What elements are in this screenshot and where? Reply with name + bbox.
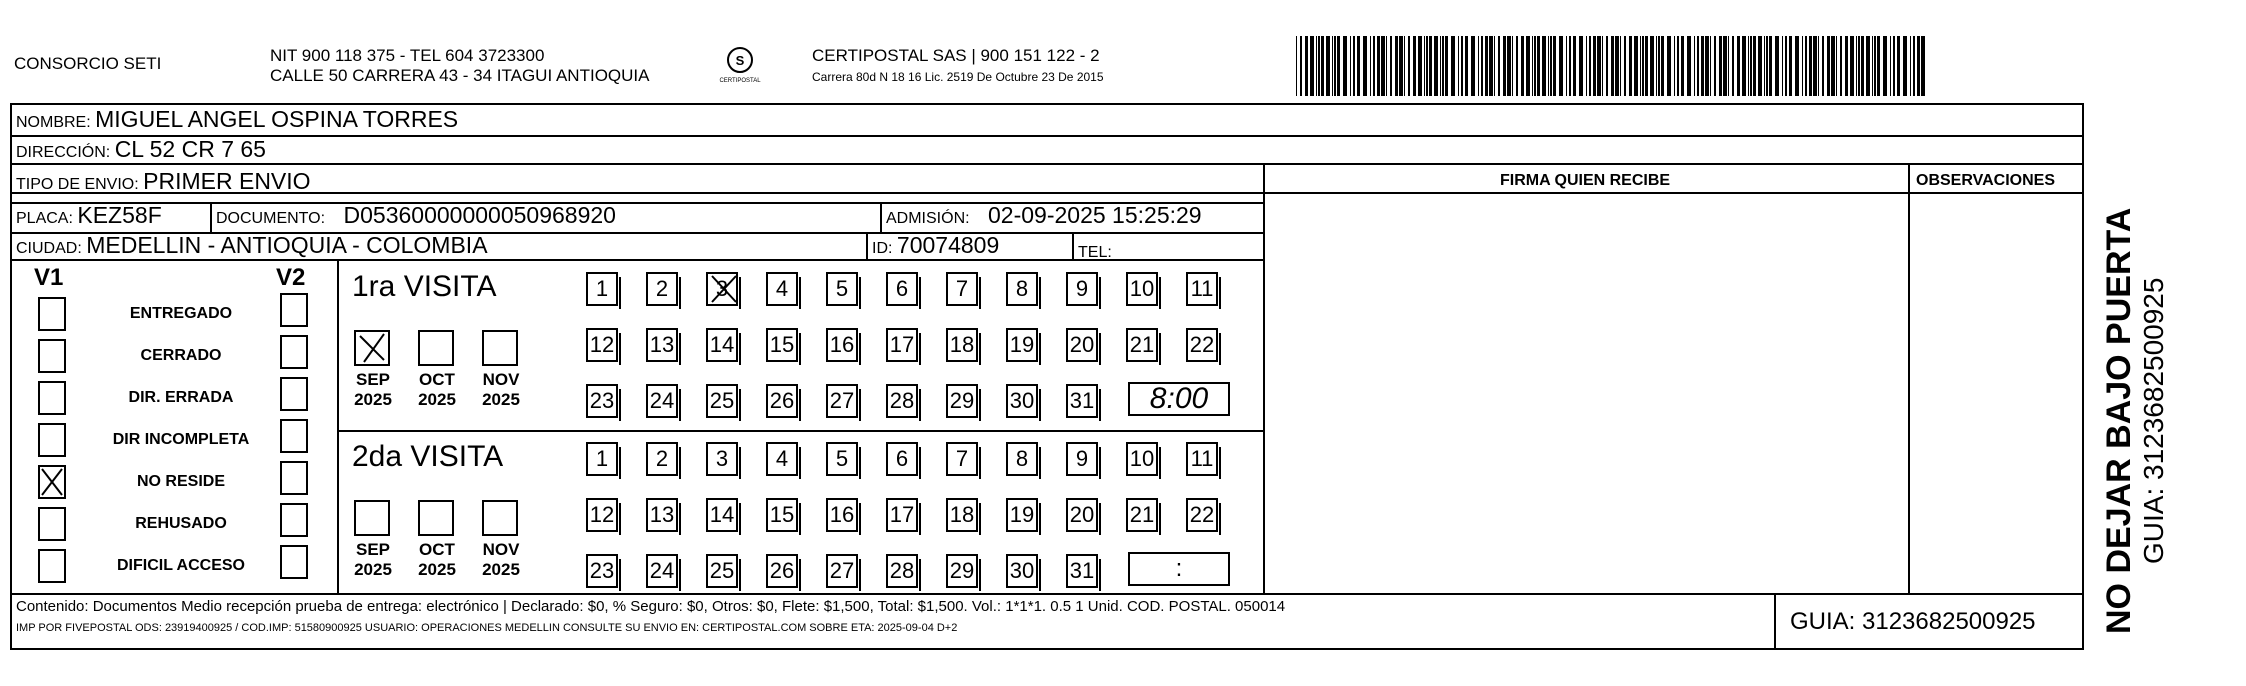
- day-box[interactable]: 8: [1006, 272, 1038, 306]
- day-box[interactable]: 4: [766, 442, 798, 476]
- month-checkbox[interactable]: [354, 330, 390, 366]
- v2-checkbox[interactable]: [280, 419, 308, 453]
- day-box[interactable]: 13: [646, 328, 678, 362]
- day-box[interactable]: 2: [646, 442, 678, 476]
- day-box[interactable]: 29: [946, 554, 978, 588]
- v1-checkbox[interactable]: [38, 507, 66, 541]
- day-box[interactable]: 10: [1126, 272, 1158, 306]
- day-box[interactable]: 19: [1006, 498, 1038, 532]
- day-box[interactable]: 1: [586, 272, 618, 306]
- certipostal-logo: [710, 42, 770, 92]
- day-box[interactable]: 26: [766, 384, 798, 418]
- day-box[interactable]: 3: [706, 272, 738, 306]
- month-checkbox[interactable]: [482, 330, 518, 366]
- day-box[interactable]: 4: [766, 272, 798, 306]
- day-box[interactable]: 26: [766, 554, 798, 588]
- day-box[interactable]: 20: [1066, 328, 1098, 362]
- day-box[interactable]: 31: [1066, 554, 1098, 588]
- status-label: DIR INCOMPLETA: [112, 431, 250, 448]
- day-box[interactable]: 21: [1126, 498, 1158, 532]
- side-warning: NO DEJAR BAJO PUERTA: [2100, 207, 2138, 634]
- day-box[interactable]: 28: [886, 554, 918, 588]
- day-box[interactable]: 1: [586, 442, 618, 476]
- nombre-label: NOMBRE:: [16, 114, 91, 131]
- day-box[interactable]: 16: [826, 328, 858, 362]
- documento-value: D05360000000050968920: [343, 202, 616, 228]
- month-year: 2025: [418, 390, 456, 409]
- day-box[interactable]: 30: [1006, 384, 1038, 418]
- day-box[interactable]: 13: [646, 498, 678, 532]
- placa-label: PLACA:: [16, 210, 73, 227]
- status-label: DIFICIL ACCESO: [116, 557, 245, 574]
- month-name: SEP: [355, 540, 391, 559]
- month-label: [407, 370, 467, 410]
- status-label: NO RESIDE: [136, 473, 225, 490]
- v1-checkbox[interactable]: [38, 465, 66, 499]
- address-line: CALLE 50 CARRERA 43 - 34 ITAGUI ANTIOQUIA: [270, 66, 650, 85]
- day-box[interactable]: 29: [946, 384, 978, 418]
- day-box[interactable]: 24: [646, 554, 678, 588]
- month-checkbox[interactable]: [418, 500, 454, 536]
- day-box[interactable]: 7: [946, 442, 978, 476]
- status-label: DIR. ERRADA: [128, 389, 234, 406]
- month-checkbox[interactable]: [418, 330, 454, 366]
- day-box[interactable]: 24: [646, 384, 678, 418]
- day-box[interactable]: 2: [646, 272, 678, 306]
- v1-checkbox[interactable]: [38, 423, 66, 457]
- day-box[interactable]: 17: [886, 498, 918, 532]
- status-label: REHUSADO: [135, 515, 227, 532]
- day-box[interactable]: 16: [826, 498, 858, 532]
- form-frame: [10, 103, 2084, 650]
- svg-text:S: S: [735, 53, 745, 68]
- day-box[interactable]: 7: [946, 272, 978, 306]
- day-box[interactable]: 27: [826, 384, 858, 418]
- month-year: 2025: [354, 560, 392, 579]
- logo-text: CERTIPOSTAL: [719, 78, 761, 84]
- ciudad-value: MEDELLIN - ANTIOQUIA - COLOMBIA: [86, 232, 488, 258]
- day-box[interactable]: 23: [586, 554, 618, 588]
- month-year: 2025: [482, 390, 520, 409]
- side-text: [2100, 74, 2170, 634]
- status-label: ENTREGADO: [129, 305, 233, 322]
- day-box[interactable]: 20: [1066, 498, 1098, 532]
- day-box[interactable]: 15: [766, 498, 798, 532]
- month-year: 2025: [418, 560, 456, 579]
- month-name: NOV: [482, 370, 520, 389]
- day-box[interactable]: 17: [886, 328, 918, 362]
- admision-value: 02-09-2025 15:25:29: [988, 202, 1202, 228]
- day-box[interactable]: 12: [586, 328, 618, 362]
- month-year: 2025: [354, 390, 392, 409]
- id-label: ID:: [872, 240, 893, 257]
- day-box[interactable]: 12: [586, 498, 618, 532]
- contenido-text: Contenido: Documentos Medio recepción prueba de entrega: electrónico | Declarado: $0, % Seguro: $0, Otros: $0, Flete: $1,500, Total: $1,500. Vol.: 1*1*1. 0.5 1 Unid. COD. POSTAL. 050014: [16, 598, 1286, 615]
- placa-value: KEZ58F: [77, 202, 162, 228]
- barcode: [1296, 36, 1930, 96]
- day-box[interactable]: 25: [706, 384, 738, 418]
- time-box[interactable]: 8:00: [1128, 382, 1230, 416]
- nombre-value: MIGUEL ANGEL OSPINA TORRES: [95, 106, 459, 132]
- month-label: [343, 540, 403, 580]
- v2-checkbox[interactable]: [280, 545, 308, 579]
- tipo-value: PRIMER ENVIO: [143, 168, 311, 194]
- day-box[interactable]: 19: [1006, 328, 1038, 362]
- ciudad-label: CIUDAD:: [16, 240, 82, 257]
- day-box[interactable]: 22: [1186, 328, 1218, 362]
- day-box[interactable]: 23: [586, 384, 618, 418]
- v2-label: V2: [276, 264, 306, 291]
- month-label: [471, 540, 531, 580]
- day-box[interactable]: 14: [706, 498, 738, 532]
- day-box[interactable]: 3: [706, 442, 738, 476]
- observaciones-header: OBSERVACIONES: [1916, 172, 2055, 189]
- month-label: [407, 540, 467, 580]
- day-box[interactable]: 21: [1126, 328, 1158, 362]
- status-label: CERRADO: [140, 347, 222, 364]
- day-box[interactable]: 30: [1006, 554, 1038, 588]
- v1-checkbox[interactable]: [38, 549, 66, 583]
- v2-checkbox[interactable]: [280, 461, 308, 495]
- id-value: 70074809: [896, 232, 1000, 258]
- month-checkbox[interactable]: [482, 500, 518, 536]
- imp-text: IMP POR FIVEPOSTAL ODS: 23919400925 / COD.IMP: 51580900925 USUARIO: OPERACIONES MEDELLIN CONSULTE SU ENVIO EN: CERTIPOSTAL.COM SOBRE ETA: 2025-09-04 D+2: [16, 622, 958, 634]
- v2-checkbox[interactable]: [280, 377, 308, 411]
- v1-checkbox[interactable]: [38, 297, 66, 331]
- admision-label: ADMISIÓN:: [886, 210, 970, 227]
- day-box[interactable]: 6: [886, 272, 918, 306]
- direccion-value: CL 52 CR 7 65: [114, 136, 266, 162]
- nit-line: NIT 900 118 375 - TEL 604 3723300: [270, 46, 545, 65]
- day-box[interactable]: 14: [706, 328, 738, 362]
- month-name: OCT: [419, 370, 455, 389]
- day-box[interactable]: 27: [826, 554, 858, 588]
- day-box[interactable]: 28: [886, 384, 918, 418]
- v1-checkbox[interactable]: [38, 381, 66, 415]
- day-box[interactable]: 9: [1066, 272, 1098, 306]
- license-line: Carrera 80d N 18 16 Lic. 2519 De Octubre 23 De 2015: [812, 70, 1104, 84]
- day-box[interactable]: 8: [1006, 442, 1038, 476]
- v2-checkbox[interactable]: [280, 293, 308, 327]
- month-name: NOV: [482, 540, 520, 559]
- visit-title: 2da VISITA: [352, 440, 504, 473]
- day-box[interactable]: 10: [1126, 442, 1158, 476]
- direccion-label: DIRECCIÓN:: [16, 144, 111, 161]
- month-year: 2025: [482, 560, 520, 579]
- documento-label: DOCUMENTO:: [216, 210, 326, 227]
- day-box[interactable]: 6: [886, 442, 918, 476]
- day-box[interactable]: 15: [766, 328, 798, 362]
- side-guia: GUIA: 3123682500925: [2138, 277, 2169, 564]
- v1-checkbox[interactable]: [38, 339, 66, 373]
- tipo-label: TIPO DE ENVIO:: [16, 176, 139, 193]
- month-label: [471, 370, 531, 410]
- day-box[interactable]: 5: [826, 442, 858, 476]
- day-box[interactable]: 5: [826, 272, 858, 306]
- day-box[interactable]: 31: [1066, 384, 1098, 418]
- day-box[interactable]: 25: [706, 554, 738, 588]
- day-box[interactable]: 11: [1186, 272, 1218, 306]
- day-box[interactable]: 18: [946, 498, 978, 532]
- firma-header: FIRMA QUIEN RECIBE: [1500, 172, 1671, 189]
- v2-checkbox[interactable]: [280, 503, 308, 537]
- footer-guia: GUIA: 3123682500925: [1790, 608, 2036, 635]
- day-box[interactable]: 18: [946, 328, 978, 362]
- month-name: SEP: [355, 370, 391, 389]
- month-label: [343, 370, 403, 410]
- v2-checkbox[interactable]: [280, 335, 308, 369]
- day-box[interactable]: 11: [1186, 442, 1218, 476]
- month-name: OCT: [419, 540, 455, 559]
- month-checkbox[interactable]: [354, 500, 390, 536]
- v1-label: V1: [34, 264, 64, 291]
- time-box[interactable]: :: [1128, 552, 1230, 586]
- carrier-line: CERTIPOSTAL SAS | 900 151 122 - 2: [812, 46, 1100, 65]
- day-box[interactable]: 9: [1066, 442, 1098, 476]
- visit-title: 1ra VISITA: [352, 270, 497, 303]
- day-box[interactable]: 22: [1186, 498, 1218, 532]
- tel-label: TEL:: [1078, 244, 1112, 261]
- company-name: CONSORCIO SETI: [14, 54, 162, 73]
